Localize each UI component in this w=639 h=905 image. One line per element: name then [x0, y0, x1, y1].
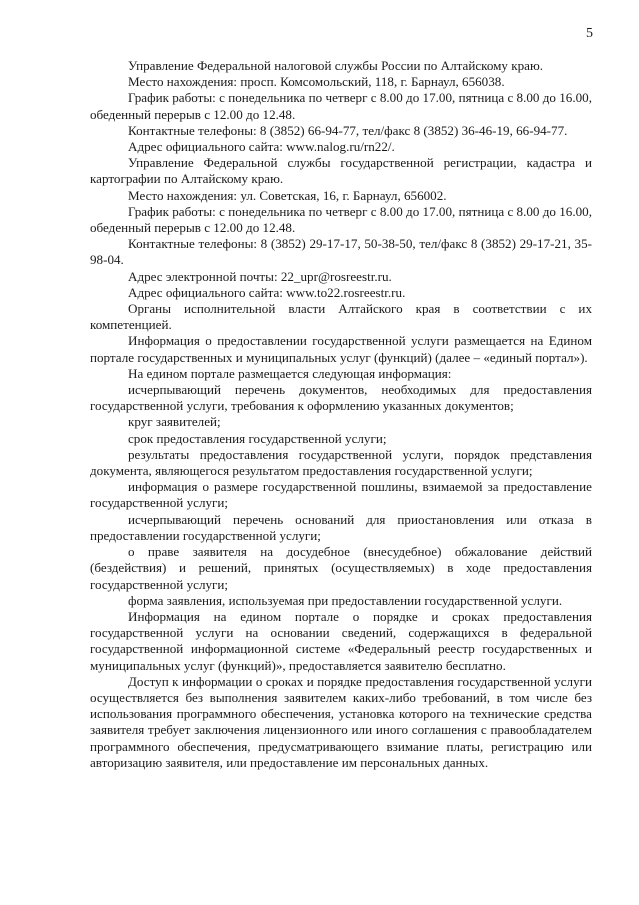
paragraph-fns-phones: Контактные телефоны: 8 (3852) 66-94-77, тел/факс 8 (3852) 36-46-19, 66-94-77. — [128, 122, 568, 138]
paragraph-fns-address: Место нахождения: просп. Комсомольский, 118, г. Барнаул, 656038. — [128, 74, 505, 90]
list-item-documents: исчерпывающий перечень документов, необходимых для предоставления государственной услуги, требования к оформлению указанных документов; — [90, 382, 592, 414]
paragraph-fns-schedule: График работы: с понедельника по четверг с 8.00 до 17.00, пятница с 8.00 до 16.00, обеденный перерыв с 12.00 до 12.48. — [90, 90, 592, 122]
list-item-fee: информация о размере государственной пошлины, взимаемой за предоставление государственной услуги; — [90, 479, 592, 511]
paragraph-rosreestr-schedule: График работы: с понедельника по четверг с 8.00 до 17.00, пятница с 8.00 до 16.00, обеденный перерыв с 12.00 до 12.48. — [90, 203, 592, 236]
paragraph-regional-authorities: Органы исполнительной власти Алтайского края в соответствии с их компетенцией. — [90, 301, 592, 333]
paragraph-rosreestr-email: Адрес электронной почты: 22_upr@rosreestr.ru. — [128, 268, 392, 284]
list-item-appeal-right: о праве заявителя на досудебное (внесудебное) обжалование действий (бездействия) и решений, принятых (осуществляемых) в ходе предоставления государственной услуги; — [90, 544, 592, 592]
list-item-term: срок предоставления государственной услуги; — [128, 430, 387, 446]
paragraph-portal-list-intro: На едином портале размещается следующая информация: — [128, 365, 452, 381]
list-item-refusal-grounds: исчерпывающий перечень оснований для приостановления или отказа в предоставлении государственной услуги; — [90, 511, 592, 543]
paragraph-portal-free: Информация на едином портале о порядке и сроках предоставления государственной услуги на основании сведений, содержащихся в федеральной государственной информационной системе «Федеральный реестр государственных и муниципальных услуг (функций)», предоставляется заявителю бесплатно. — [90, 608, 592, 673]
list-item-application-form: форма заявления, используемая при предоставлении государственной услуги. — [128, 592, 563, 608]
paragraph-rosreestr-address: Место нахождения: ул. Советская, 16, г. Барнаул, 656002. — [128, 187, 447, 203]
list-item-applicants: круг заявителей; — [128, 414, 221, 430]
paragraph-fns-website: Адрес официального сайта: www.nalog.ru/rn22/. — [128, 139, 395, 155]
list-item-results: результаты предоставления государственной услуги, порядок представления документа, являющегося результатом предоставления государственной услуги; — [90, 446, 592, 479]
paragraph-rosreestr-website: Адрес официального сайта: www.to22.rosreestr.ru. — [128, 284, 406, 300]
document-body — [90, 58, 592, 771]
paragraph-rosreestr-phones: Контактные телефоны: 8 (3852) 29-17-17, 50-38-50, тел/факс 8 (3852) 29-17-21, 35-98-04. — [90, 236, 592, 268]
paragraph-access-conditions: Доступ к информации о сроках и порядке предоставления государственной услуги осуществляется без выполнения заявителем каких-либо требований, в том числе без использования программного обеспечения, установка которого на технические средства заявителя требует заключения лицензионного или иного соглашения с правообладателем программного обеспечения, предусматривающего взимание платы, регистрацию или авторизацию заявителя, или предоставление им персональных данных. — [90, 673, 592, 770]
paragraph-portal-info: Информация о предоставлении государственной услуги размещается на Едином портале государственных и муниципальных услуг (функций) (далее – «единый портал»). — [90, 333, 592, 365]
paragraph-fns-title: Управление Федеральной налоговой службы России по Алтайскому краю. — [128, 58, 544, 73]
paragraph-rosreestr-title: Управление Федеральной службы государственной регистрации, кадастра и картографии по Алтайскому краю. — [90, 155, 592, 187]
page-number: 5 — [586, 26, 593, 41]
